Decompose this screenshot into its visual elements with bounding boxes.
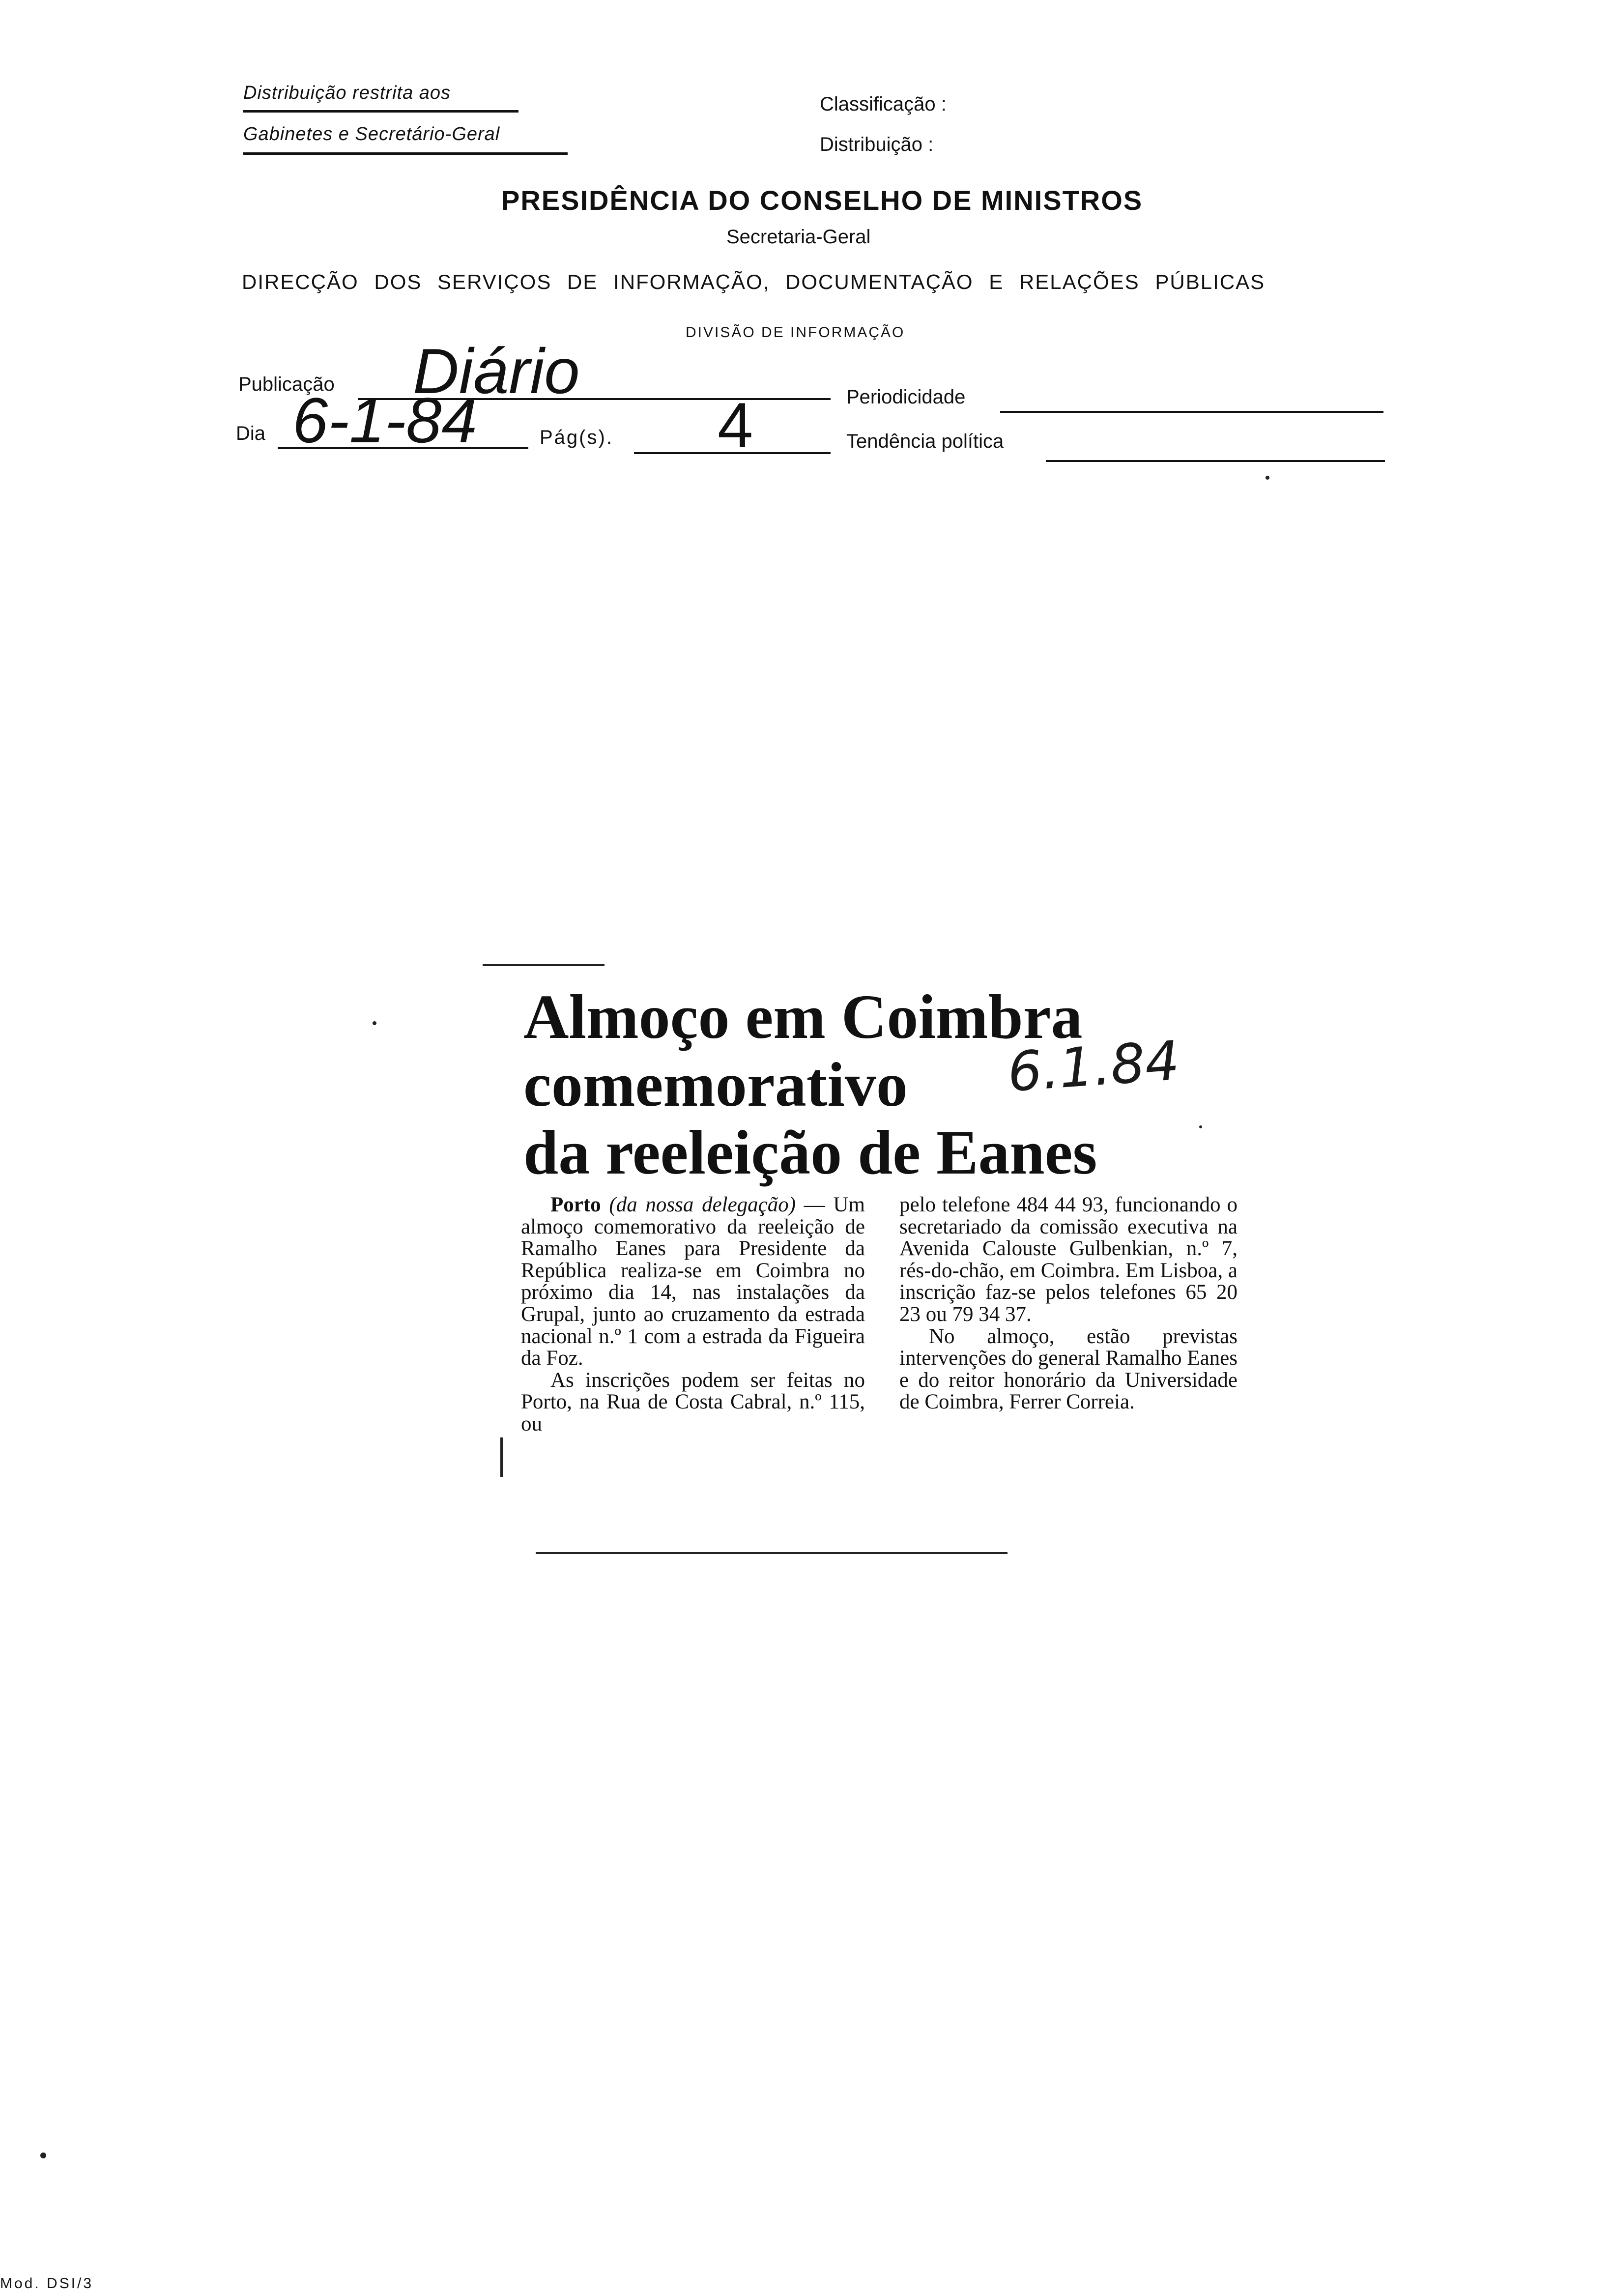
column-1-lead bbox=[521, 1194, 865, 1370]
column-1-paragraph-1: — Um almoço comemorativo da reeleição de Ramalho Eanes para Presidente da República realiza-se em Coimbra no próximo dia 14, nas instalações da Grupal, junto ao cruzamento da estrada nacional n.º 1 com a estrada da Figueira da Foz. bbox=[521, 1193, 865, 1370]
scan-speck bbox=[373, 1021, 376, 1025]
column-1-paragraph-2: As inscrições podem ser feitas no Porto, na Rua de Costa Cabral, n.º 115, ou bbox=[521, 1368, 865, 1435]
divisao-title: DIVISÃO DE INFORMAÇÃO bbox=[686, 324, 905, 341]
headline-line-2: comemorativo bbox=[523, 1050, 908, 1119]
tendencia-underline bbox=[1046, 460, 1385, 462]
publicacao-label: Publicação bbox=[238, 373, 335, 395]
clipping-top-rule bbox=[483, 964, 604, 966]
publicacao-handwritten: Diário bbox=[413, 335, 580, 407]
scan-speck bbox=[1199, 1125, 1202, 1128]
headline-line-1: Almoço em Coimbra bbox=[523, 982, 1083, 1052]
secretaria-geral: Secretaria-Geral bbox=[726, 226, 871, 248]
form-code: Mod. DSI/3 bbox=[0, 2275, 94, 2292]
restriction-underline-1 bbox=[243, 110, 518, 113]
headline-line-3: da reeleição de Eanes bbox=[523, 1118, 1097, 1187]
scan-speck bbox=[40, 2152, 46, 2158]
pags-handwritten: 4 bbox=[718, 389, 753, 461]
dia-handwritten: 6-1-84 bbox=[292, 384, 477, 456]
dateline-source: (da nossa delegação) bbox=[609, 1193, 796, 1216]
dateline-location: Porto bbox=[550, 1193, 601, 1216]
restriction-underline-2 bbox=[243, 152, 568, 155]
distribuicao-label: Distribuição : bbox=[820, 134, 934, 155]
dia-label: Dia bbox=[236, 423, 266, 444]
periodicidade-label: Periodicidade bbox=[846, 386, 966, 408]
direccao-title: DIRECÇÃO DOS SERVIÇOS DE INFORMAÇÃO, DOCUMENTAÇÃO E RELAÇÕES PÚBLICAS bbox=[242, 270, 1266, 293]
clipping-bottom-rule bbox=[536, 1552, 1008, 1554]
scan-speck bbox=[1266, 476, 1269, 480]
restriction-line-1: Distribuição restrita aos bbox=[243, 83, 451, 103]
periodicidade-underline bbox=[1000, 411, 1383, 413]
scan-mark-margin bbox=[500, 1437, 503, 1477]
clipping-column-2 bbox=[899, 1194, 1238, 1413]
column-2-paragraph-2: No almoço, estão previstas intervenções do general Ramalho Eanes e do reitor honorário da Universidade de Coimbra, Ferrer Correia. bbox=[899, 1324, 1238, 1414]
margin-annotation-date: 6.1.84 bbox=[1005, 1029, 1181, 1104]
tendencia-label: Tendência política bbox=[846, 430, 1004, 452]
clipping-column-1 bbox=[521, 1194, 865, 1435]
column-2-paragraph-1: pelo telefone 484 44 93, funcionando o secretariado da comissão executiva na Avenida Calouste Gulbenkian, n.º 7, rés-do-chão, em Coimbra. Em Lisboa, a inscrição faz-se pelos telefones 65 20 23 ou 79 34 37. bbox=[899, 1193, 1238, 1326]
pags-label: Pág(s). bbox=[540, 427, 613, 448]
classificacao-label: Classificação : bbox=[820, 93, 947, 115]
restriction-line-2: Gabinetes e Secretário-Geral bbox=[243, 124, 500, 144]
office-title: PRESIDÊNCIA DO CONSELHO DE MINISTROS bbox=[501, 185, 1143, 216]
